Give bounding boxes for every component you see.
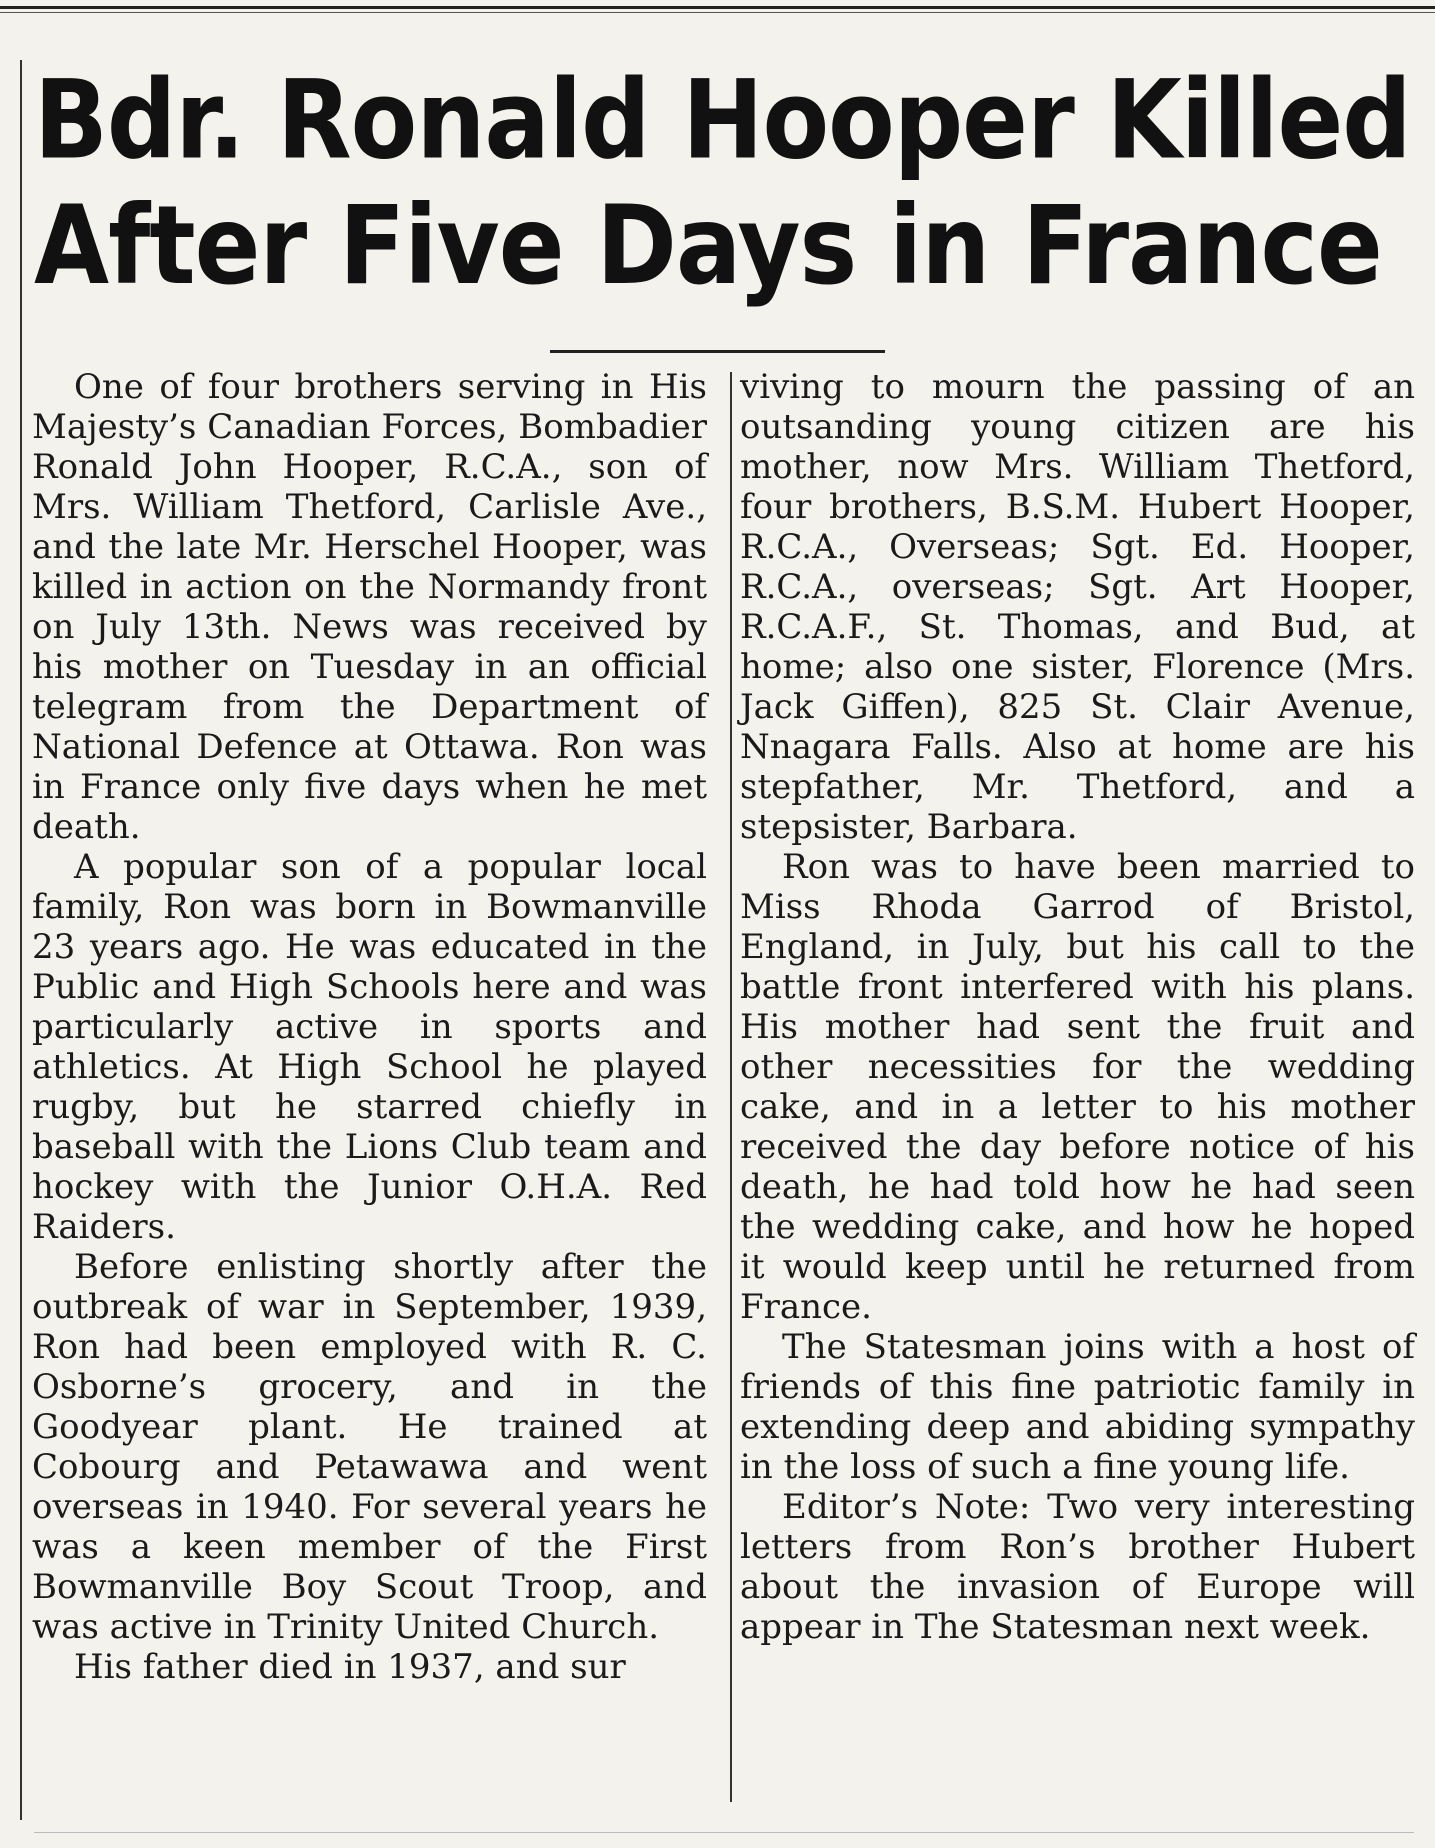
headline-line-2: After Five Days in France xyxy=(34,182,1382,309)
article-column-left xyxy=(32,367,707,1687)
headline-divider xyxy=(550,350,885,353)
column-separator xyxy=(730,372,732,1802)
paragraph: His father died in 1937, and sur xyxy=(74,1647,626,1687)
paragraph-continuation: viving to mourn the passing of an outsanding young citizen are his mother, now Mrs. William Thetford, four brothers, B.S.M. Hubert Hooper, R.C.A., Overseas; Sgt. Ed. Hooper, R.C.A., overseas; Sgt. Art Hooper, R.C.A.F., St. Thomas, and Bud, at home; also one sister, Florence (Mrs. Jack Giffen), 825 St. Clair Avenue, Nnagara Falls. Also at home are his stepfather, Mr. Thetford, and a stepsister, Barbara. xyxy=(740,367,1415,847)
bottom-rule xyxy=(34,1832,1414,1833)
top-rule-thin xyxy=(0,12,1435,13)
article-column-right xyxy=(740,367,1415,1647)
top-rule xyxy=(0,6,1435,9)
headline xyxy=(34,58,1414,309)
paragraph: Ron was to have been married to Miss Rhoda Garrod of Bristol, England, in July, but his call to the battle front interfered with his plans. His mother had sent the fruit and other necessities for the wedding cake, and in a letter to his mother received the day before notice of his death, he had told how he had seen the wedding cake, and how he hoped it would keep until he returned from France. xyxy=(740,847,1415,1327)
paragraph: A popular son of a popular local family, Ron was born in Bowmanville 23 years ago. He was educated in the Public and High Schools here and was particularly active in sports and athletics. At High School he played rugby, but he starred chiefly in baseball with the Lions Club team and hockey with the Junior O.H.A. Red Raiders. xyxy=(32,847,707,1247)
paragraph: Before enlisting shortly after the outbreak of war in September, 1939, Ron had been employed with R. C. Osborne’s grocery, and in the Goodyear plant. He trained at Cobourg and Petawawa and went overseas in 1940. For several years he was a keen member of the First Bowmanville Boy Scout Troop, and was active in Trinity United Church. xyxy=(32,1247,707,1647)
paragraph: One of four brothers serving in His Majesty’s Canadian Forces, Bombadier Ronald John Hooper, R.C.A., son of Mrs. William Thetford, Carlisle Ave., and the late Mr. Herschel Hooper, was killed in action on the Normandy front on July 13th. News was received by his mother on Tuesday in an official telegram from the Department of National Defence at Ottawa. Ron was in France only five days when he met death. xyxy=(32,367,707,847)
left-border-rule xyxy=(20,60,22,1820)
paragraph: Editor’s Note: Two very interesting letters from Ron’s brother Hubert about the invasion of Europe will appear in The Statesman next week. xyxy=(740,1487,1415,1647)
headline-line-1: Bdr. Ronald Hooper Killed xyxy=(34,56,1411,184)
paragraph: The Statesman joins with a host of friends of this fine patriotic family in extending deep and abiding sympathy in the loss of such a fine young life. xyxy=(740,1327,1415,1487)
